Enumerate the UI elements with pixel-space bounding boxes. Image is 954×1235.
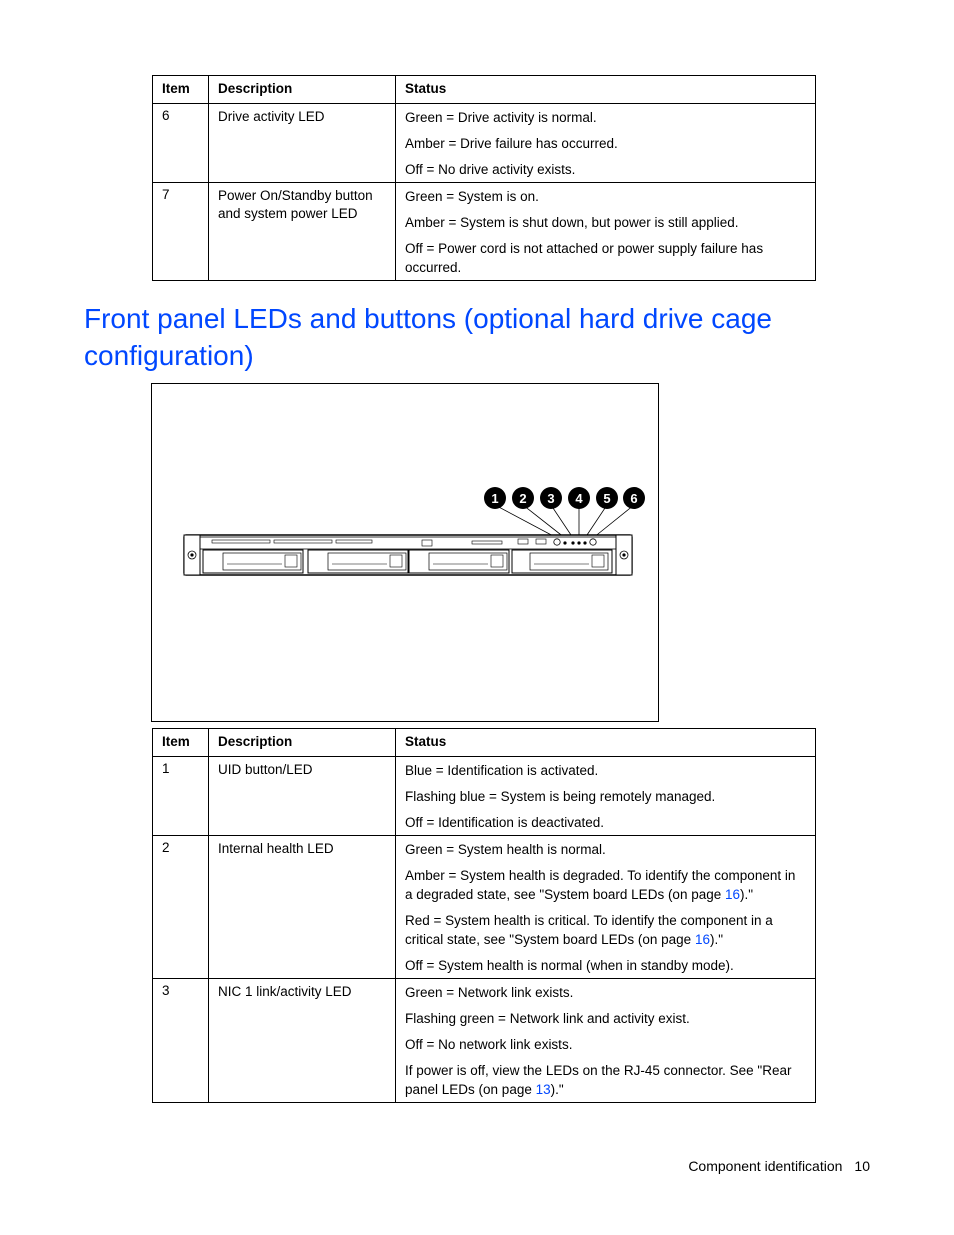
drive-bays: [203, 550, 612, 573]
item-number: 1: [153, 757, 209, 836]
description-text: UID button/LED: [218, 762, 313, 777]
status-line: Green = System is on.: [405, 189, 539, 204]
column-header-description: Description: [209, 76, 396, 104]
item-status: [396, 836, 816, 979]
description-text: Power On/Standby button and system power LED: [218, 188, 373, 221]
table-row: [153, 183, 816, 281]
column-header-status: Status: [396, 729, 816, 757]
callout-5: 5: [603, 491, 611, 506]
table-row: [153, 979, 816, 1103]
front-panel-figure: [151, 383, 659, 722]
item-description: [209, 836, 396, 979]
status-line: [405, 866, 806, 904]
column-header-item: Item: [153, 729, 209, 757]
status-line: [405, 1061, 806, 1099]
status-line: Blue = Identification is activated.: [405, 763, 599, 778]
table-row: [153, 104, 816, 183]
item-status: [396, 104, 816, 183]
callout-1: 1: [491, 491, 499, 506]
item-number: 2: [153, 836, 209, 979]
item-number: 7: [153, 183, 209, 281]
status-line: Off = System health is normal (when in standby mode).: [405, 958, 734, 973]
description-text: Drive activity LED: [218, 109, 325, 124]
column-header-status: Status: [396, 76, 816, 104]
item-number: 6: [153, 104, 209, 183]
status-text: ).": [740, 887, 754, 902]
status-line: Off = Power cord is not attached or power supply failure has occurred.: [405, 241, 764, 275]
status-line: Flashing blue = System is being remotely managed.: [405, 789, 716, 804]
item-status: [396, 979, 816, 1103]
server-front-panel-illustration: [152, 384, 658, 721]
callout-6: 6: [630, 491, 638, 506]
callout-4: 4: [575, 491, 583, 506]
callout-2: 2: [519, 491, 527, 506]
page-footer: [600, 1158, 870, 1174]
status-text: Red = System health is critical. To identify the component in a critical state, see "System board LEDs (on page: [405, 913, 773, 947]
column-header-item: Item: [153, 76, 209, 104]
status-line: Green = Network link exists.: [405, 985, 574, 1000]
page-number: 10: [854, 1158, 870, 1174]
page-link[interactable]: 16: [725, 887, 741, 902]
status-line: Flashing green = Network link and activity exist.: [405, 1011, 690, 1026]
status-text: If power is off, view the LEDs on the RJ-45 connector. See "Rear panel LEDs (on page: [405, 1063, 792, 1097]
status-line: [405, 911, 806, 949]
status-line: Green = Drive activity is normal.: [405, 110, 597, 125]
table-header-row: [153, 76, 816, 104]
status-text: ).": [550, 1082, 564, 1097]
status-text: Amber = System health is degraded. To identify the component in a degraded state, see "System board LEDs (on page: [405, 868, 796, 902]
status-line: Off = No network link exists.: [405, 1037, 573, 1052]
footer-section-title: Component identification: [688, 1158, 843, 1174]
status-line: Amber = Drive failure has occurred.: [405, 136, 618, 151]
status-line: Green = System health is normal.: [405, 842, 606, 857]
table-header-row: [153, 729, 816, 757]
led-status-table-1: [152, 75, 816, 281]
item-description: [209, 757, 396, 836]
item-description: [209, 183, 396, 281]
item-status: [396, 757, 816, 836]
table-row: [153, 757, 816, 836]
section-heading: Front panel LEDs and buttons (optional hard drive cage configuration): [84, 303, 772, 371]
table-row: [153, 836, 816, 979]
item-status: [396, 183, 816, 281]
page-link[interactable]: 13: [535, 1082, 551, 1097]
item-description: [209, 979, 396, 1103]
status-text: ).": [709, 932, 724, 947]
status-line: Amber = System is shut down, but power is still applied.: [405, 215, 739, 230]
callout-3: 3: [547, 491, 555, 506]
column-header-description: Description: [209, 729, 396, 757]
led-status-table-2: [152, 728, 816, 1103]
description-text: Internal health LED: [218, 841, 334, 856]
description-text: NIC 1 link/activity LED: [218, 984, 352, 999]
item-number: 3: [153, 979, 209, 1103]
page-link[interactable]: 16: [694, 932, 710, 947]
callout-badges: [484, 487, 645, 509]
status-line: Off = No drive activity exists.: [405, 162, 576, 177]
status-line: Off = Identification is deactivated.: [405, 815, 604, 830]
callout-leader-lines: [495, 505, 634, 538]
item-description: [209, 104, 396, 183]
